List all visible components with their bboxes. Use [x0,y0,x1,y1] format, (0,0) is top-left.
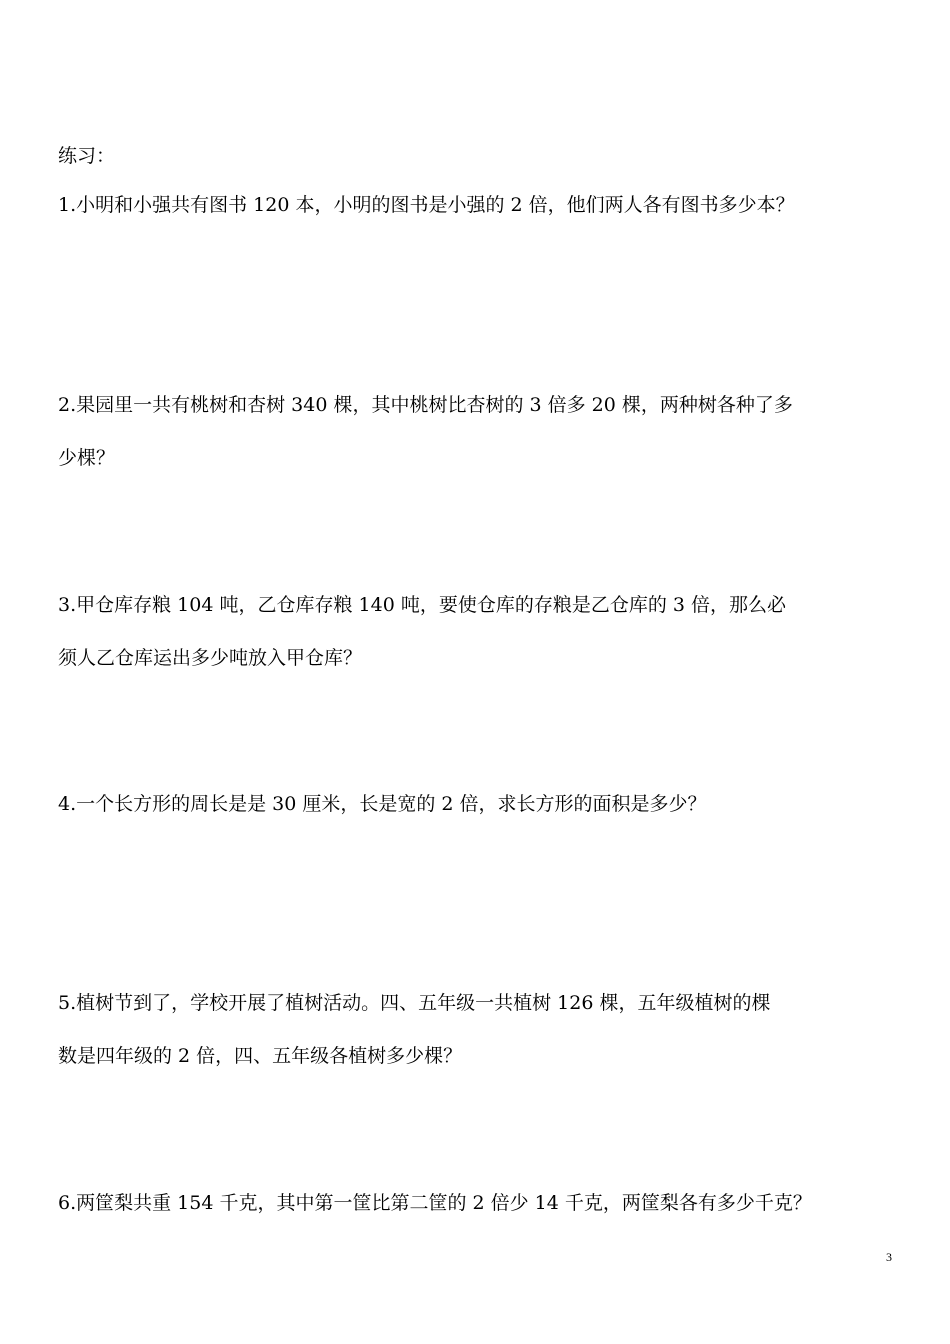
problem-5 [58,977,894,1083]
problem-4-line-1: 4.一个长方形的周长是是 30 厘米，长是宽的 2 倍，求长方形的面积是多少？ [58,793,707,815]
problem-5-line-1: 5.植树节到了，学校开展了植树活动。四、五年级一共植树 126 棵，五年级植树的棵 [58,992,771,1014]
problem-5-line-2: 数是四年级的 2 倍，四、五年级各植树多少棵？ [58,1045,463,1067]
problem-6-line-1: 6.两筐梨共重 154 千克，其中第一筐比第二筐的 2 倍少 14 千克，两筐梨各有多少千克？ [58,1192,812,1214]
problem-2-line-2: 少棵？ [58,447,116,469]
section-heading: 练习： [58,145,116,167]
problem-2-line-1: 2.果园里一共有桃树和杏树 340 棵，其中桃树比杏树的 3 倍多 20 棵，两种树各种了多 [58,394,793,416]
problem-1 [58,179,894,232]
problem-3-line-1: 3.甲仓库存粮 104 吨，乙仓库存粮 140 吨，要使仓库的存粮是乙仓库的 3 倍，那么必 [58,594,786,616]
page-number: 3 [886,1250,892,1264]
problem-3 [58,579,894,685]
problem-4 [58,778,894,831]
problem-1-line-1: 1.小明和小强共有图书 120 本，小明的图书是小强的 2 倍，他们两人各有图书多少本？ [58,194,795,216]
problem-2 [58,379,894,485]
problem-6 [58,1177,894,1230]
problem-3-line-2: 须人乙仓库运出多少吨放入甲仓库？ [58,647,363,669]
